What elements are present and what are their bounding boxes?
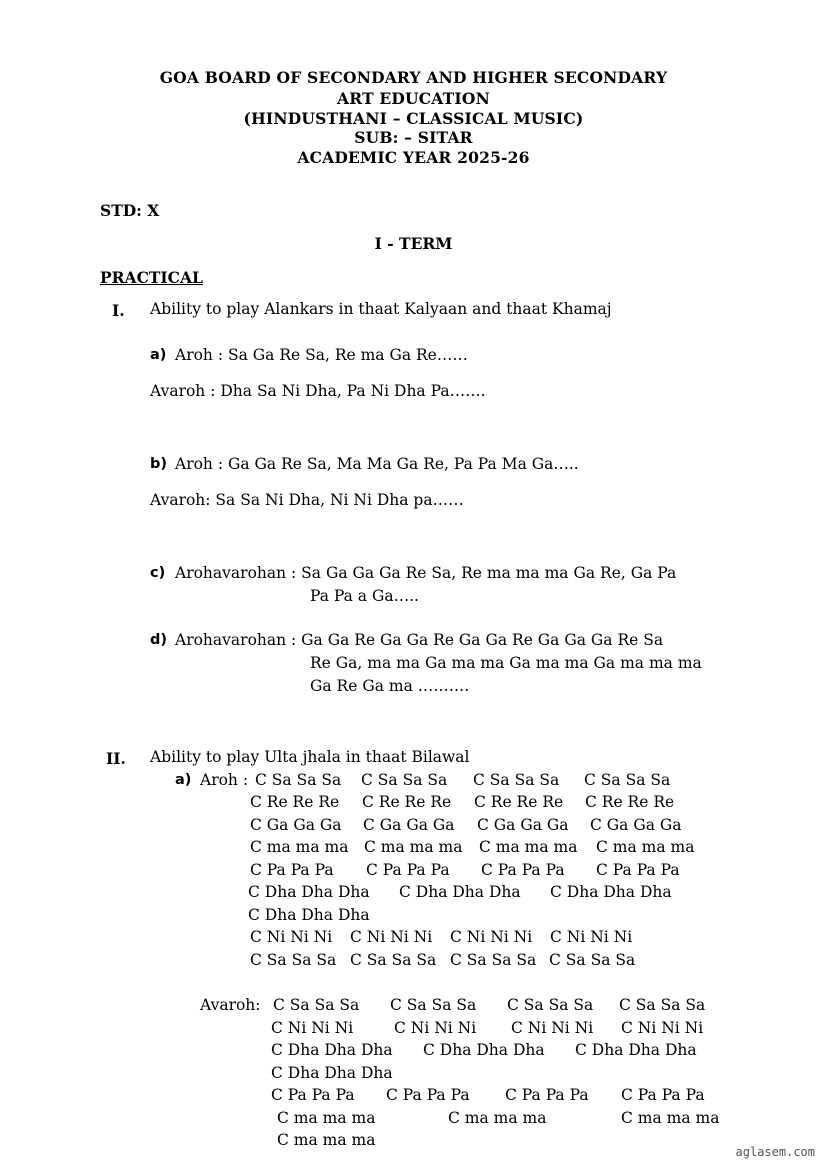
avaroh-note-cell: C Ni Ni Ni — [271, 1019, 354, 1037]
aroh-note-cell: C Re Re Re — [250, 793, 340, 811]
item-1d-line1: Arohavarohan : Ga Ga Re Ga Ga Re Ga Ga Re Ga Ga Ga Re Sa — [175, 631, 664, 649]
item-2-number: II. — [106, 749, 126, 768]
avaroh-note-cell: C Pa Pa Pa — [621, 1086, 705, 1104]
item-1c-label: c) — [150, 565, 166, 581]
aroh-note-cell: C Sa Sa Sa — [450, 951, 537, 969]
aroh-note-cell: C Ni Ni Ni — [350, 928, 433, 946]
term-heading: I - TERM — [374, 234, 453, 253]
avaroh-note-cell: C Dha Dha Dha — [423, 1041, 545, 1059]
aroh-note-cell: C Pa Pa Pa — [596, 861, 680, 879]
avaroh-note-cell: C Sa Sa Sa — [273, 996, 360, 1014]
music-category-title: (HINDUSTHANI – CLASSICAL MUSIC) — [243, 109, 584, 128]
item-1a-avaroh: Avaroh : Dha Sa Ni Dha, Pa Ni Dha Pa……. — [150, 382, 486, 400]
avaroh-note-cell: C Pa Pa Pa — [505, 1086, 589, 1104]
item-2-text: Ability to play Ulta jhala in thaat Bilawal — [150, 748, 470, 766]
avaroh-label: Avaroh: — [200, 996, 261, 1014]
aroh-note-cell: C Pa Pa Pa — [481, 861, 565, 879]
item-1a-label: a) — [150, 347, 167, 363]
aroh-note-cell: C Sa Sa Sa — [255, 771, 342, 789]
item-1-number: I. — [112, 301, 125, 320]
avaroh-note-cell: C Pa Pa Pa — [271, 1086, 355, 1104]
item-1d-label: d) — [150, 632, 168, 648]
aroh-note-cell: C Ni Ni Ni — [450, 928, 533, 946]
avaroh-note-cell: C Ni Ni Ni — [394, 1019, 477, 1037]
avaroh-note-cell: C ma ma ma — [448, 1109, 547, 1127]
item-2a-label: a) — [175, 772, 192, 788]
aroh-note-cell: C Ga Ga Ga — [590, 816, 682, 834]
aroh-note-cell: C ma ma ma — [479, 838, 578, 856]
avaroh-note-cell: C Dha Dha Dha — [575, 1041, 697, 1059]
watermark: aglasem.com — [735, 1145, 815, 1159]
aroh-note-cell: C Dha Dha Dha — [248, 906, 370, 924]
avaroh-note-cell: C Dha Dha Dha — [271, 1064, 393, 1082]
item-1b-avaroh: Avaroh: Sa Sa Ni Dha, Ni Ni Dha pa…… — [150, 491, 464, 509]
practical-heading: PRACTICAL — [100, 268, 203, 287]
avaroh-note-cell: C Sa Sa Sa — [390, 996, 477, 1014]
aroh-note-cell: C Sa Sa Sa — [473, 771, 560, 789]
avaroh-note-cell: C Dha Dha Dha — [271, 1041, 393, 1059]
art-education-title: ART EDUCATION — [337, 89, 490, 108]
academic-year-title: ACADEMIC YEAR 2025-26 — [297, 148, 530, 167]
avaroh-note-cell: C ma ma ma — [277, 1131, 376, 1149]
item-1-text: Ability to play Alankars in thaat Kalyaan and thaat Khamaj — [150, 300, 612, 318]
aroh-note-cell: C Ni Ni Ni — [550, 928, 633, 946]
aroh-note-cell: C Ga Ga Ga — [363, 816, 455, 834]
aroh-note-cell: C ma ma ma — [250, 838, 349, 856]
aroh-label: Aroh : — [200, 771, 249, 789]
avaroh-note-cell: C Sa Sa Sa — [507, 996, 594, 1014]
aroh-note-cell: C Sa Sa Sa — [250, 951, 337, 969]
item-1d-line2: Re Ga, ma ma Ga ma ma Ga ma ma Ga ma ma ma — [310, 654, 702, 672]
aroh-note-cell: C Dha Dha Dha — [248, 883, 370, 901]
aroh-note-cell: C Pa Pa Pa — [250, 861, 334, 879]
avaroh-note-cell: C ma ma ma — [621, 1109, 720, 1127]
item-1d-line3: Ga Re Ga ma ………. — [310, 677, 470, 695]
aroh-note-cell: C Ga Ga Ga — [477, 816, 569, 834]
subject-title: SUB: – SITAR — [354, 128, 473, 147]
item-1c-line1: Arohavarohan : Sa Ga Ga Ga Re Sa, Re ma ma ma Ga Re, Ga Pa — [175, 564, 677, 582]
std-label: STD: X — [100, 201, 160, 220]
aroh-note-cell: C Sa Sa Sa — [350, 951, 437, 969]
aroh-note-cell: C Dha Dha Dha — [399, 883, 521, 901]
board-title: GOA BOARD OF SECONDARY AND HIGHER SECONDARY — [159, 68, 668, 87]
avaroh-note-cell: C Ni Ni Ni — [511, 1019, 594, 1037]
aroh-note-cell: C ma ma ma — [596, 838, 695, 856]
aroh-note-cell: C Sa Sa Sa — [584, 771, 671, 789]
aroh-note-cell: C Ni Ni Ni — [250, 928, 333, 946]
avaroh-note-cell: C Ni Ni Ni — [621, 1019, 704, 1037]
aroh-note-cell: C Re Re Re — [474, 793, 564, 811]
aroh-note-cell: C Re Re Re — [362, 793, 452, 811]
aroh-note-cell: C Re Re Re — [585, 793, 675, 811]
item-1b-aroh: Aroh : Ga Ga Re Sa, Ma Ma Ga Re, Pa Pa Ma Ga….. — [175, 455, 579, 473]
aroh-note-cell: C Dha Dha Dha — [550, 883, 672, 901]
aroh-note-cell: C Sa Sa Sa — [361, 771, 448, 789]
avaroh-note-cell: C Pa Pa Pa — [386, 1086, 470, 1104]
item-1a-aroh: Aroh : Sa Ga Re Sa, Re ma Ga Re…… — [175, 346, 468, 364]
avaroh-note-cell: C Sa Sa Sa — [619, 996, 706, 1014]
aroh-note-cell: C ma ma ma — [364, 838, 463, 856]
item-1b-label: b) — [150, 456, 168, 472]
avaroh-note-cell: C ma ma ma — [277, 1109, 376, 1127]
aroh-note-cell: C Sa Sa Sa — [549, 951, 636, 969]
aroh-note-cell: C Ga Ga Ga — [250, 816, 342, 834]
aroh-note-cell: C Pa Pa Pa — [366, 861, 450, 879]
item-1c-line2: Pa Pa a Ga….. — [310, 587, 419, 605]
